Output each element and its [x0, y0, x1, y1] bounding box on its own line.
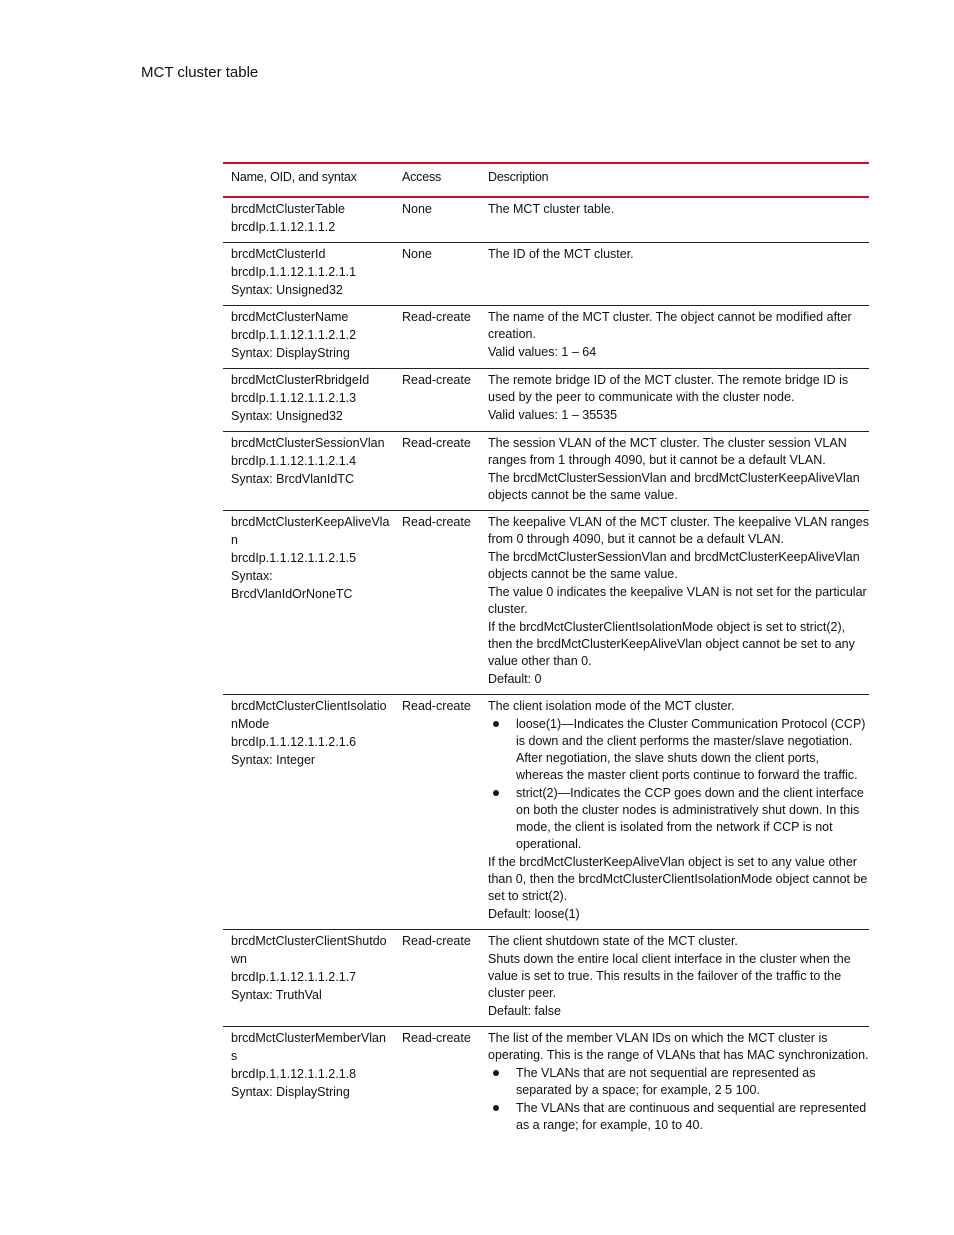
access-cell: Read-create — [394, 369, 480, 432]
description-paragraph: Shuts down the entire local client interface in the cluster when the value is set to true. This results in the failover of the traffic to the cluster peer. — [488, 952, 851, 1000]
name-line: s — [231, 1049, 238, 1063]
table-row — [223, 930, 869, 1027]
bullet-item: loose(1)—Indicates the Cluster Communication Protocol (CCP) is down and the client performs the master/slave negotiation. After negotiation, the slave shuts down the client ports, whereas the master client ports continue to forward the traffic. — [488, 716, 869, 784]
name-line: Syntax: DisplayString — [231, 346, 350, 360]
name-line: brcdIp.1.1.12.1.1.2.1.7 — [231, 970, 357, 984]
access-cell: Read-create — [402, 1031, 471, 1045]
description-paragraph: Valid values: 1 – 35535 — [488, 408, 618, 422]
table-row — [223, 1027, 869, 1141]
description-paragraph: If the brcdMctClusterClientIsolationMode object is set to strict(2), then the brcdMctClusterKeepAliveVlan object cannot be set to any value other than 0. — [488, 620, 855, 668]
description-paragraph: The remote bridge ID of the MCT cluster. The remote bridge ID is used by the peer to communicate with the cluster node. — [488, 373, 849, 404]
description-paragraph: The session VLAN of the MCT cluster. The cluster session VLAN ranges from 1 through 4090, but it cannot be a default VLAN. — [488, 436, 847, 467]
description-paragraph: The client isolation mode of the MCT cluster. — [488, 699, 735, 713]
name-line: brcdMctClusterMemberVlan — [231, 1031, 386, 1045]
name-line: brcdMctClusterSessionVlan — [231, 436, 385, 450]
name-line: brcdIp.1.1.12.1.1.2.1.6 — [231, 735, 357, 749]
name-line: brcdIp.1.1.12.1.1.2.1.1 — [231, 265, 357, 279]
mct-cluster-table — [223, 162, 869, 1140]
name-oid-syntax-cell — [223, 1027, 394, 1141]
description-paragraph: The brcdMctClusterSessionVlan and brcdMctClusterKeepAliveVlan objects cannot be the same value. — [488, 471, 860, 502]
name-line: brcdIp.1.1.12.1.1.2.1.8 — [231, 1067, 357, 1081]
description-paragraph: The ID of the MCT cluster. — [488, 247, 634, 261]
description-paragraph: The list of the member VLAN IDs on which the MCT cluster is operating. This is the range of VLANs that has MAC synchronization. — [488, 1031, 869, 1062]
name-line: brcdMctClusterClientIsolatio — [231, 699, 387, 713]
description-cell — [480, 243, 869, 306]
description-paragraph: The brcdMctClusterSessionVlan and brcdMctClusterKeepAliveVlan objects cannot be the same value. — [488, 550, 860, 581]
description-paragraph: The keepalive VLAN of the MCT cluster. The keepalive VLAN ranges from 0 through 4090, but it cannot be a default VLAN. — [488, 515, 869, 546]
table-row — [223, 432, 869, 511]
table-row — [223, 695, 869, 930]
description-paragraph: Valid values: 1 – 64 — [488, 345, 597, 359]
description-bullet-list — [488, 1065, 869, 1134]
column-header-description: Description — [480, 163, 869, 197]
column-header-name: Name, OID, and syntax — [223, 163, 394, 197]
name-line: brcdIp.1.1.12.1.1.2.1.3 — [231, 391, 357, 405]
description-paragraph: The name of the MCT cluster. The object cannot be modified after creation. — [488, 310, 852, 341]
name-oid-syntax-cell — [223, 930, 394, 1027]
name-oid-syntax-cell — [223, 369, 394, 432]
bullet-item: strict(2)—Indicates the CCP goes down and the client interface on both the cluster nodes is administratively shut down. In this mode, the client is isolated from the network if CCP is not operational. — [488, 785, 869, 853]
description-cell — [480, 432, 869, 511]
access-cell: Read-create — [394, 306, 480, 369]
name-line: brcdMctClusterRbridgeId — [231, 373, 370, 387]
name-oid-syntax-cell — [223, 306, 394, 369]
description-paragraph: If the brcdMctClusterKeepAliveVlan object is set to any value other than 0, then the brcdMctClusterClientIsolationMode object cannot be set to strict(2). — [488, 855, 868, 903]
name-line: n — [231, 533, 238, 547]
description-paragraph: The MCT cluster table. — [488, 202, 615, 216]
name-line: Syntax: DisplayString — [231, 1085, 350, 1099]
name-line: brcdMctClusterClientShutdo — [231, 934, 387, 948]
description-cell — [480, 511, 869, 695]
name-line: BrcdVlanIdOrNoneTC — [231, 587, 353, 601]
access-cell: Read-create — [394, 695, 480, 930]
name-line: nMode — [231, 717, 270, 731]
description-bullet-list — [488, 716, 869, 853]
table-row — [223, 306, 869, 369]
name-oid-syntax-cell — [223, 432, 394, 511]
name-line: wn — [231, 952, 247, 966]
name-line: Syntax: Integer — [231, 753, 316, 767]
table-row — [223, 369, 869, 432]
name-line: Syntax: — [231, 569, 273, 583]
description-cell — [480, 1027, 869, 1141]
access-cell: Read-create — [394, 511, 480, 695]
description-cell — [480, 695, 869, 930]
name-line: brcdIp.1.1.12.1.1.2.1.5 — [231, 551, 357, 565]
description-paragraph: Default: loose(1) — [488, 907, 580, 921]
table-body — [223, 197, 869, 1140]
name-line: Syntax: Unsigned32 — [231, 409, 343, 423]
name-line: Syntax: TruthVal — [231, 988, 322, 1002]
access-cell: Read-create — [394, 930, 480, 1027]
access-cell: None — [394, 243, 480, 306]
name-line: brcdIp.1.1.12.1.1.2.1.2 — [231, 328, 357, 342]
table-row — [223, 511, 869, 695]
name-line: brcdMctClusterId — [231, 247, 326, 261]
description-cell — [480, 930, 869, 1027]
description-paragraph: Default: false — [488, 1004, 561, 1018]
name-line: brcdMctClusterTable — [231, 202, 345, 216]
name-line: Syntax: BrcdVlanIdTC — [231, 472, 354, 486]
description-cell — [480, 197, 869, 243]
description-cell — [480, 306, 869, 369]
access-cell: None — [394, 197, 480, 243]
description-paragraph: The value 0 indicates the keepalive VLAN is not set for the particular cluster. — [488, 585, 867, 616]
page-header-title: MCT cluster table — [141, 64, 259, 81]
table-row — [223, 197, 869, 243]
description-paragraph: The client shutdown state of the MCT cluster. — [488, 934, 738, 948]
bullet-item: The VLANs that are not sequential are represented as separated by a space; for example, 2 5 100. — [488, 1065, 869, 1099]
name-line: brcdIp.1.1.12.1.1.2 — [231, 220, 336, 234]
name-oid-syntax-cell — [223, 197, 394, 243]
name-line: brcdMctClusterName — [231, 310, 349, 324]
name-line: brcdMctClusterKeepAliveVla — [231, 515, 390, 529]
name-line: Syntax: Unsigned32 — [231, 283, 343, 297]
table-row — [223, 243, 869, 306]
name-oid-syntax-cell — [223, 511, 394, 695]
description-cell — [480, 369, 869, 432]
description-paragraph: Default: 0 — [488, 672, 542, 686]
name-oid-syntax-cell — [223, 695, 394, 930]
table-header-row — [223, 163, 869, 197]
bullet-item: The VLANs that are continuous and sequential are represented as a range; for example, 10 to 40. — [488, 1100, 869, 1134]
name-oid-syntax-cell — [223, 243, 394, 306]
name-line: brcdIp.1.1.12.1.1.2.1.4 — [231, 454, 357, 468]
column-header-access: Access — [394, 163, 480, 197]
access-cell: Read-create — [394, 432, 480, 511]
